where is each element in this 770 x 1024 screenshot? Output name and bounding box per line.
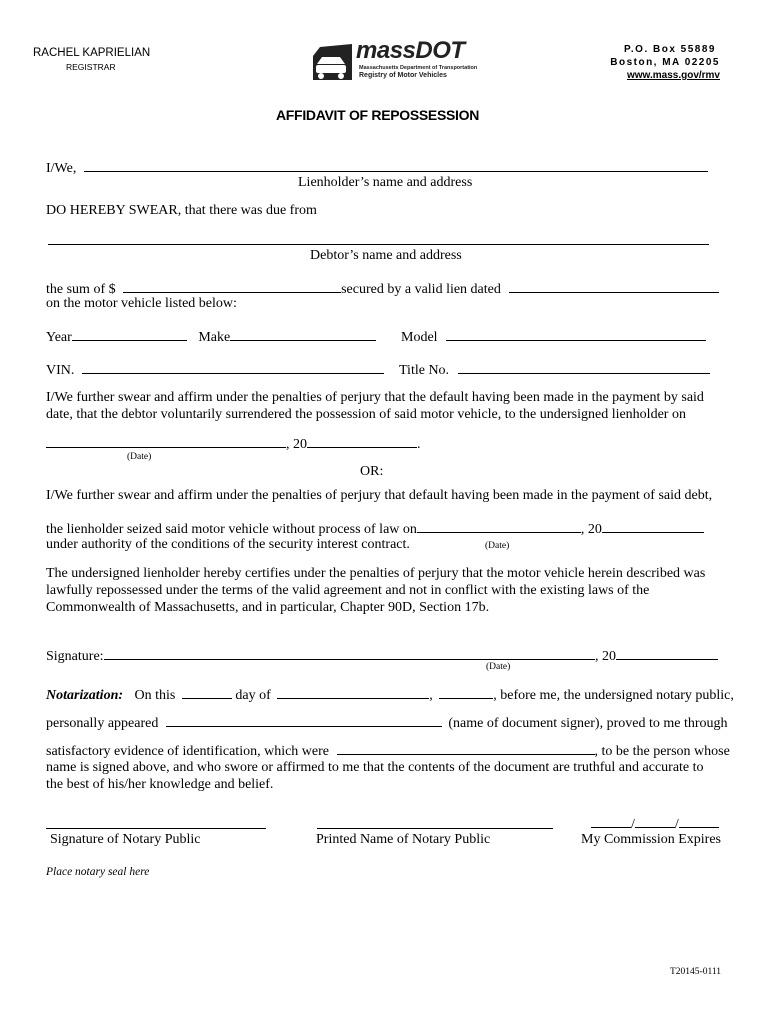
seized-date-caption: (Date) [485, 541, 510, 551]
notarization-row [46, 686, 734, 704]
signature-date-row [431, 647, 718, 665]
year-field[interactable] [72, 328, 187, 341]
surrender-date-caption: (Date) [127, 452, 152, 462]
seized-year-field[interactable] [602, 520, 704, 533]
period: . [417, 437, 421, 452]
registrar-name: RACHEL KAPRIELIAN [33, 47, 151, 59]
surrender-year-field[interactable] [307, 435, 417, 448]
surrender-date-row [46, 435, 421, 453]
debtor-field[interactable] [48, 244, 709, 245]
sum-field[interactable] [123, 280, 341, 293]
seized-row [46, 520, 704, 538]
commission-date-row [591, 815, 719, 833]
vin-field[interactable] [82, 361, 384, 374]
before-me-text: , before me, the undersigned notary public, [493, 688, 734, 703]
or-label: OR: [360, 464, 384, 479]
title-no-label: Title No. [399, 363, 450, 378]
signature-label: Signature: [46, 649, 104, 664]
seized-label: the lienholder seized said motor vehicle without process of law on [46, 522, 417, 537]
city: Boston, MA 02205 [610, 57, 720, 68]
logo-subtitle-1: Massachusetts Department of Transportation [359, 65, 478, 71]
year-prefix: , 20 [286, 437, 307, 452]
comma: , [429, 688, 433, 703]
default-paragraph: I/We further swear and affirm under the penalties of perjury that default having been made in the payment of said debt, [46, 488, 713, 503]
swear-text: DO HEREBY SWEAR, that there was due from [46, 203, 317, 218]
signature-year-field[interactable] [616, 647, 718, 660]
slash-2: / [674, 817, 679, 832]
make-field[interactable] [230, 328, 376, 341]
commission-day-field[interactable] [635, 815, 675, 828]
voluntary-surrender-paragraph: I/We further swear and affirm under the penalties of perjury that the default having been made in the payment by said date, that the debtor voluntarily surrendered the possession of said motor vehicle, to the undersigned lienholder on [46, 390, 704, 422]
name-signer-text: (name of document signer), proved to me through [448, 716, 728, 731]
iwe-label: I/We, [46, 161, 77, 176]
on-this-label: On this [134, 688, 176, 703]
notary-signature-field[interactable] [46, 828, 266, 829]
debtor-caption: Debtor’s name and address [310, 248, 462, 263]
authority-text: under authority of the conditions of the security interest contract. [46, 537, 410, 552]
signature-date-field[interactable] [431, 647, 595, 660]
lien-date-field[interactable] [509, 280, 719, 293]
form-number: T20145-0111 [670, 967, 722, 977]
signature-year-prefix: , 20 [595, 649, 616, 664]
lienholder-field[interactable] [84, 159, 708, 172]
title-no-row [399, 361, 710, 379]
title-no-field[interactable] [458, 361, 710, 374]
model-field[interactable] [446, 328, 706, 341]
notary-seal-text: Place notary seal here [46, 866, 150, 878]
personally-appeared-label: personally appeared [46, 716, 159, 731]
satisfactory-row [46, 742, 730, 760]
person-whose-text: , to be the person whose [594, 744, 730, 759]
satisfactory-label: satisfactory evidence of identification, which were [46, 744, 329, 759]
vin-label: VIN. [46, 363, 75, 378]
year-make-row [46, 328, 376, 346]
certification-paragraph: The undersigned lienholder hereby certifies under the penalties of perjury that the motor vehicle herein described was lawfully repossessed under the terms of the valid agreement and not in conflict with the existing laws of the Commonwealth of Massachusetts, and in particular, Chapter 90D, Section 17b. [46, 566, 706, 615]
commission-caption: My Commission Expires [581, 832, 722, 847]
lienholder-caption: Lienholder’s name and address [298, 175, 473, 190]
sum-label: the sum of $ [46, 282, 116, 297]
document-signer-field[interactable] [166, 714, 442, 727]
commission-year-field[interactable] [679, 815, 719, 828]
identification-field[interactable] [337, 742, 595, 755]
logo-subtitle-2: Registry of Motor Vehicles [359, 72, 447, 79]
seized-year-prefix: , 20 [580, 522, 602, 537]
registrar-title: REGISTRAR [66, 62, 116, 72]
seized-date-field[interactable] [417, 520, 581, 533]
printed-name-caption: Printed Name of Notary Public [316, 832, 491, 847]
day-of-label: day of [235, 688, 271, 703]
logo-text: massDOT [356, 37, 465, 64]
year-label: Year [46, 330, 72, 345]
signature-field[interactable] [104, 647, 448, 660]
notary-signature-caption: Signature of Notary Public [50, 832, 201, 847]
po-box: P.O. Box 55889 [624, 44, 716, 55]
notary-day-field[interactable] [182, 686, 232, 699]
form-title: AFFIDAVIT OF REPOSSESSION [276, 107, 480, 123]
personally-appeared-row [46, 714, 728, 732]
signature-date-caption: (Date) [486, 662, 511, 672]
commission-month-field[interactable] [591, 815, 631, 828]
slash-1: / [631, 817, 635, 832]
vehicle-text: on the motor vehicle listed below: [46, 296, 237, 311]
secured-label: secured by a valid lien dated [341, 282, 501, 297]
notarization-label: Notarization: [46, 688, 124, 703]
notary-month-field[interactable] [277, 686, 429, 699]
belief-paragraph: name is signed above, and who swore or affirmed to me that the contents of the document are truthful and accurate to the best of his/her knowledge and belief. [46, 760, 704, 792]
massdot-logo [310, 37, 478, 84]
model-row [401, 328, 706, 346]
car-icon [310, 42, 354, 82]
notary-year-field[interactable] [439, 686, 493, 699]
make-label: Make [198, 330, 231, 345]
surrender-date-field[interactable] [46, 435, 286, 448]
notary-printed-name-field[interactable] [317, 828, 553, 829]
signature-row [46, 647, 448, 665]
model-label: Model [401, 330, 438, 345]
rmv-url[interactable]: www.mass.gov/rmv [627, 70, 720, 81]
vin-row [46, 361, 384, 379]
